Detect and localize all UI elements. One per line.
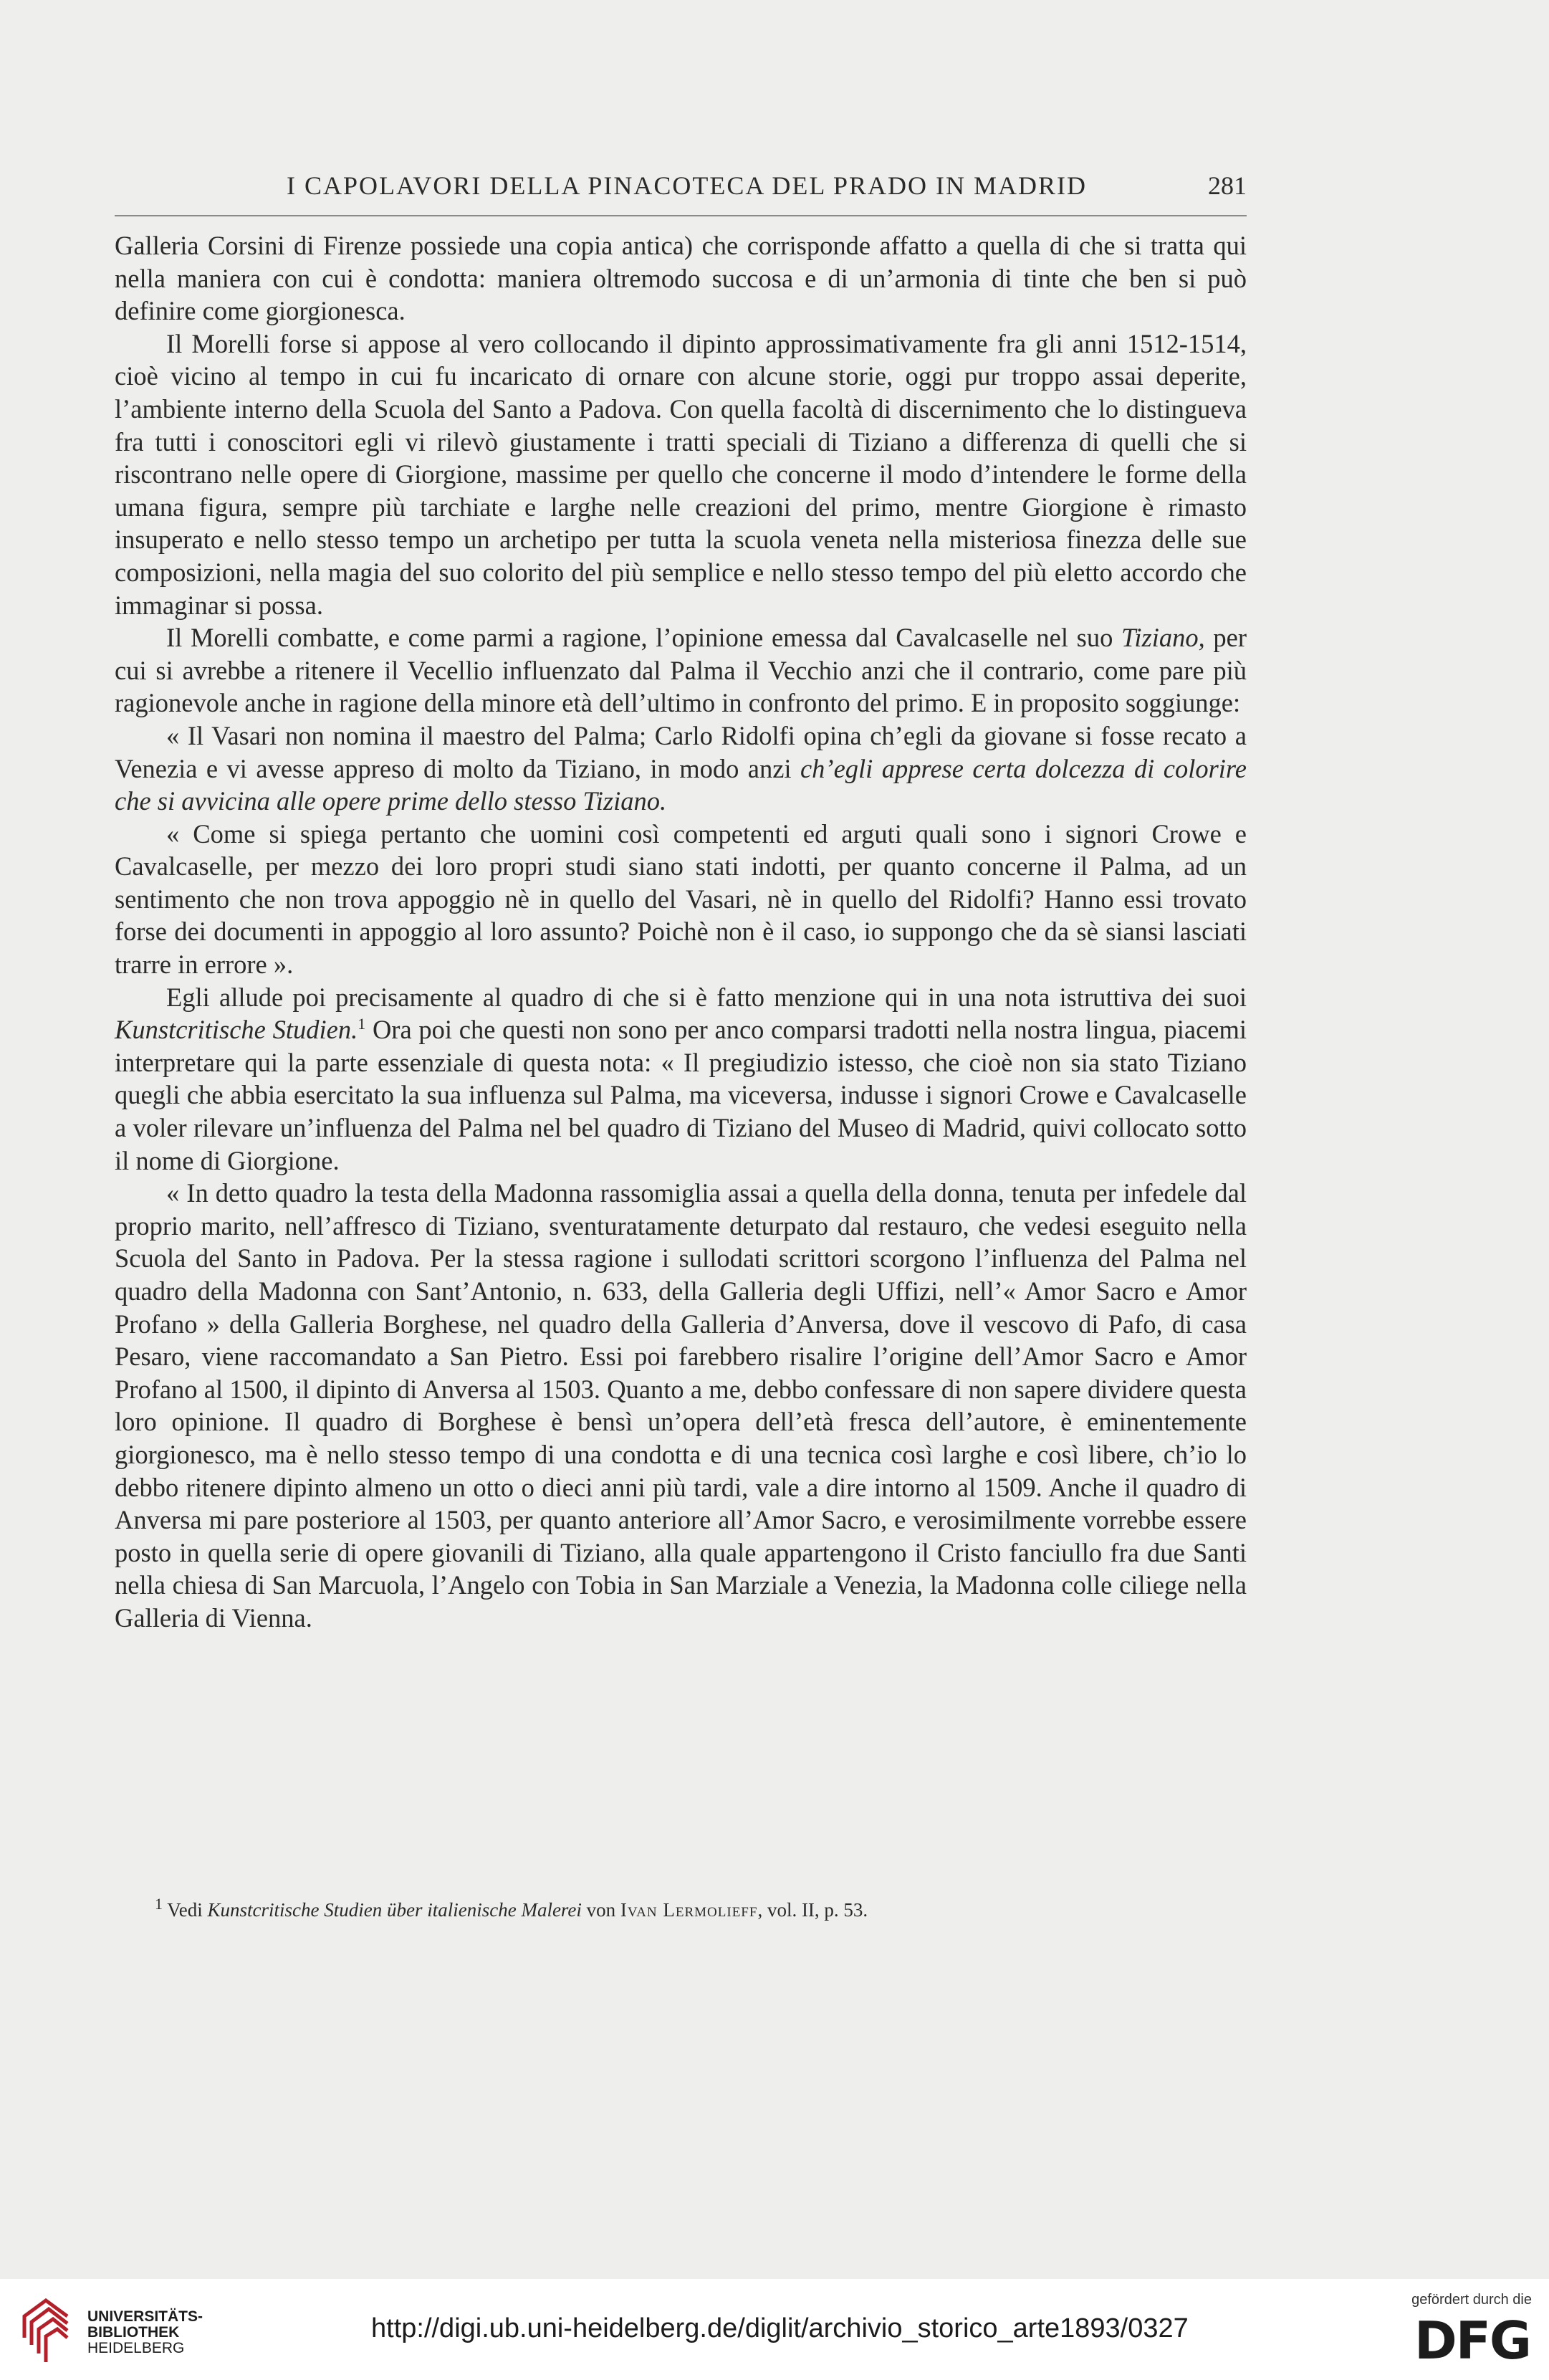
paragraph: Galleria Corsini di Firenze possiede una copia antica) che corrisponde affatto a quella di che si tratta qui nella maniera con cui è condotta: maniera oltremodo succosa e di un’armonia di tinte che ben si può definire come giorgionesca.: [115, 231, 1247, 326]
paragraph: « Il Vasari non nomina il maestro del Palma; Carlo Ridolfi opina ch’egli da giovane si fosse recato a Venezia e vi avesse appreso di molto da Tiziano, in modo anzi ch’egli apprese certa dolcezza di colorire che si avvicina alle opere prime dello stesso Tiziano.: [115, 720, 1247, 816]
dfg-logo: DFG: [1414, 2310, 1530, 2371]
running-header: [115, 171, 1247, 208]
footnote-mark: 1: [155, 1895, 163, 1913]
paragraph: Il Morelli combatte, e come parmi a ragione, l’opinione emessa dal Cavalcaselle nel suo Tiziano, per cui si avrebbe a ritenere il Vecellio influenzato dal Palma il Vecchio anzi che il contrario, come pare più ragionevole anche in ragione della minore età dell’ultimo in confronto del primo. E in proposito soggiunge:: [115, 623, 1247, 718]
digitization-footer: [0, 2279, 1549, 2380]
italic-quote: ch’egli apprese certa dolcezza di colorire che si avvicina alle opere prime dello stesso Tiziano.: [115, 753, 1247, 816]
library-name: UNIVERSITÄTS- BIBLIOTHEK HEIDELBERG: [87, 2308, 203, 2356]
italic-title: Tiziano,: [1121, 623, 1205, 653]
paragraph: « Come si spiega pertanto che uomini così competenti ed arguti quali sono i signori Crowe e Cavalcaselle, per mezzo dei loro propri studi siano stati indotti, per quanto concerne il Palma, ad un sentimento che non trova appoggio nè in quello del Vasari, nè in quello del Ridolfi? Hanno essi trovato forse dei documenti in appoggio al loro assunto? Poichè non è il caso, io suppongo che da sè siansi lasciati trarre in errore ».: [115, 818, 1247, 980]
paragraph: « In detto quadro la testa della Madonna rassomiglia assai a quella della donna, tenuta per infedele dal proprio marito, nell’affresco di Tiziano, sventuratamente deturpato dal restauro, che vedesi eseguito nella Scuola del Santo in Padova. Per la stessa ragione i sullodati scrittori scorgono l’influenza del Palma nel quadro della Madonna con Sant’Antonio, n. 633, della Galleria degli Uffizi, nell’« Amor Sacro e Amor Profano » della Galleria Borghese, nel quadro della Galleria d’Anversa, dove il vescovo di Pafo, di casa Pesaro, viene raccomandato a San Pietro. Essi poi farebbero risalire l’origine dell’Amor Sacro e Amor Profano al 1500, il dipinto di Anversa al 1503. Quanto a me, debbo confessare di non sapere dividere questa loro opinione. Il quadro di Borghese è bensì un’opera dell’età fresca dell’autore, è eminentemente giorgionesco, ma è nello stesso tempo di una condotta e di una tecnica così larghe e così libere, ch’io lo debbo ritenere dipinto almeno un otto o dieci anni più tardi, vale a dire intorno al 1509. Anche il quadro di Anversa mi pare posteriore al 1503, per quanto anteriore all’Amor Sacro, e verosimilmente vorrebbe essere posto in quella serie di opere giovanili di Tiziano, alla quale appartengono il Cristo fanciullo fra due Santi nella chiesa di San Marcuola, l’Angelo con Tobia in San Marziale a Venezia, la Madonna colle ciliege nella Galleria di Vienna.: [115, 1178, 1247, 1633]
body-text: [115, 229, 1247, 1635]
library-logo-icon: [17, 2295, 77, 2366]
page-number: 281: [1208, 171, 1247, 200]
footnote-author: Ivan Lermolieff: [620, 1899, 758, 1921]
paragraph: Il Morelli forse si appose al vero collocando il dipinto approssimativamente fra gli anni 1512-1514, cioè vicino al tempo in cui fu incaricato di ornare con alcune storie, oggi pur troppo assai deperite, l’ambiente interno della Scuola del Santo a Padova. Con quella facoltà di discernimento che lo distingueva fra tutti i conoscitori egli vi rilevò giustamente i tratti speciali di Tiziano a differenza di quelli che si riscontrano nelle opere di Giorgione, massime per quello che concerne il modo d’intendere le forme della umana figura, sempre più tarchiate e larghe nelle creazioni del primo, mentre Giorgione è rimasto insuperato e nello stesso tempo un archetipo per tutta la scuola veneta nella misteriosa finezza delle sue composizioni, nella magia del suo colorito del più semplice e nello stesso tempo del più eletto accordo che immaginar si possa.: [115, 328, 1247, 620]
header-rule: [115, 215, 1247, 216]
italic-title: Kunstcritische Studien.: [115, 1015, 358, 1045]
footnote: $^1$ Vedi Kunstcritische Studien über italienische Malerei von Ivan Lermolieff, vol. II, p. 53.: [155, 1895, 868, 1921]
running-title: I CAPOLAVORI DELLA PINACOTECA DEL PRADO IN MADRID: [287, 171, 1088, 200]
permalink[interactable]: http://digi.ub.uni-heidelberg.de/diglit/archivio_storico_arte1893/0327: [371, 2313, 1189, 2343]
paragraph: Egli allude poi precisamente al quadro di che si è fatto menzione qui in una nota istruttiva dei suoi Kunstcritische Studien.$^1$ Ora poi che questi non sono per anco comparsi tradotti nella nostra lingua, piacemi interpretare qui la parte essenziale di questa nota: « Il pregiudizio istesso, che cioè non sia stato Tiziano quegli che abbia esercitato la sua influenza sul Palma, ma viceversa, indusse i signori Crowe e Cavalcaselle a voler rilevare un’influenza del Palma nel bel quadro di Tiziano del Museo di Madrid, quivi collocato sotto il nome di Giorgione.: [115, 982, 1247, 1175]
funder-label: gefördert durch die: [1411, 2292, 1532, 2308]
footnote-italic-title: Kunstcritische Studien über italienische Malerei: [207, 1899, 582, 1921]
footnote-reference: 1: [358, 1015, 366, 1033]
